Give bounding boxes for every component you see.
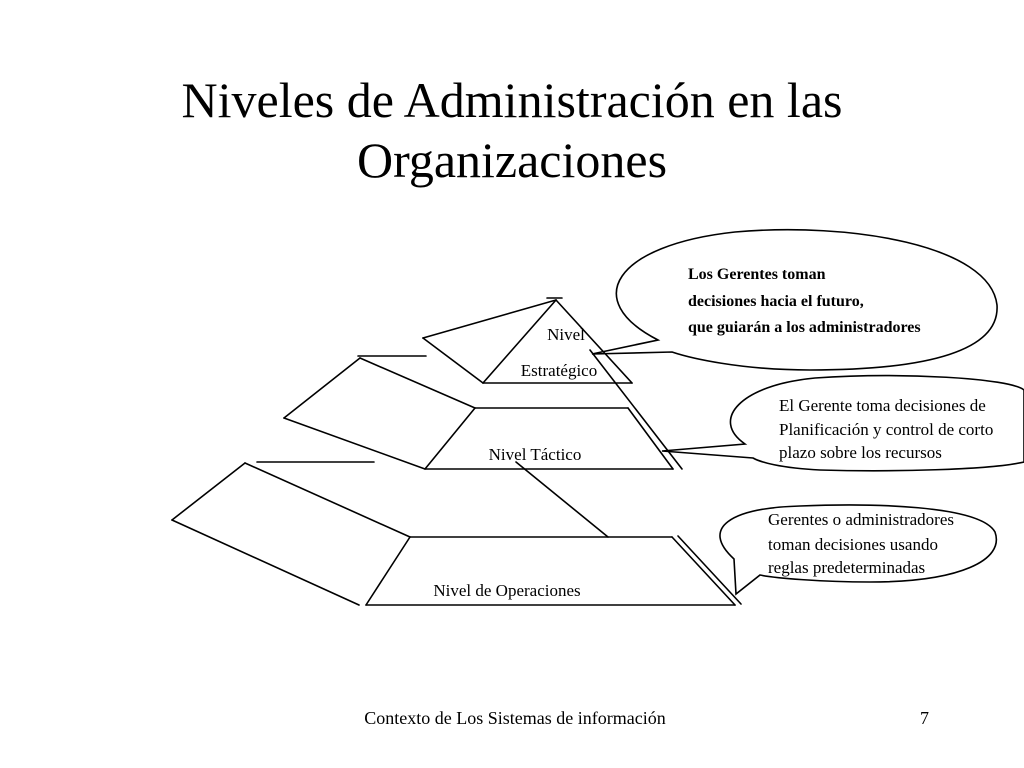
callout-strategic-line: decisiones hacia el futuro,	[688, 293, 864, 310]
callout-strategic-line: Los Gerentes toman	[688, 266, 826, 283]
slide-title: Niveles de Administración en las Organizaciones	[181, 72, 843, 188]
callout-operations-line: Gerentes o administradores	[768, 510, 954, 529]
operations-level-label: Nivel de Operaciones	[433, 581, 581, 600]
callout-tactical-line: El Gerente toma decisiones de	[779, 396, 986, 415]
strategic-level-label-line2: Estratégico	[520, 361, 598, 380]
footer-text: Contexto de Los Sistemas de información	[364, 708, 666, 728]
callout-tactical-line: plazo sobre los recursos	[779, 443, 942, 462]
tactical-level-shape	[284, 350, 682, 469]
callout-tactical-line: Planificación y control de corto	[779, 420, 994, 439]
callout-strategic-line: que guiarán a los administradores	[688, 319, 921, 336]
strategic-level-label-line1: Nivel	[547, 325, 585, 344]
page-number: 7	[920, 708, 929, 728]
callout-operations-line: toman decisiones usando	[768, 535, 938, 554]
tactical-level-label: Nivel Táctico	[488, 445, 582, 464]
callout-operations-line: reglas predeterminadas	[768, 558, 926, 577]
